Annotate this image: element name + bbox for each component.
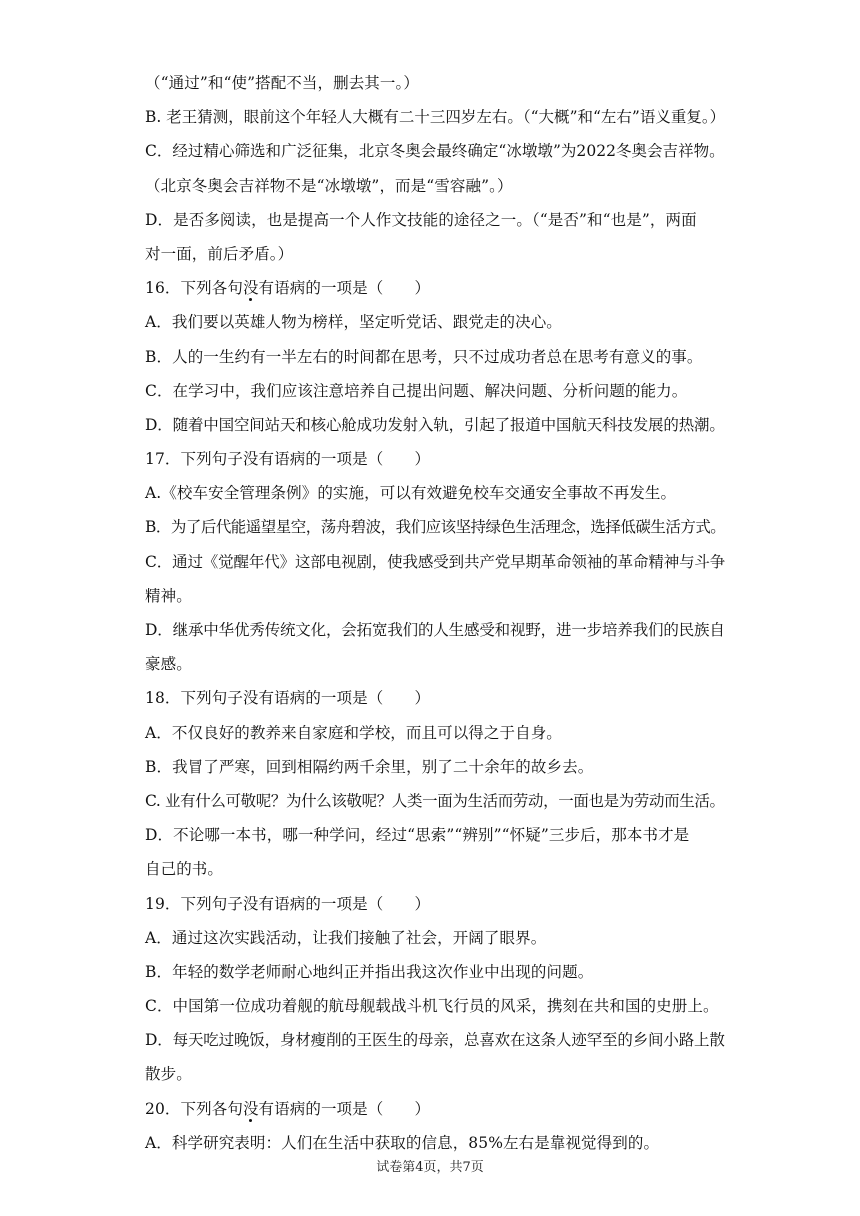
option-line: D．随着中国空间站天和核心舱成功发射入轨，引起了报道中国航天科技发展的热潮。 xyxy=(145,415,725,434)
option-line: A．不仅良好的教养来自家庭和学校，而且可以得之于自身。 xyxy=(145,723,562,742)
option-line: C. 业有什么可敬呢？为什么该敬呢？人类一面为生活而劳动，一面也是为劳动而生活。 xyxy=(145,791,725,810)
option-line: A．通过这次实践活动，让我们接触了社会，开阔了眼界。 xyxy=(145,928,547,947)
question-17-stem: 17．下列句子没有语病的一项是（ ） xyxy=(145,450,431,469)
option-line: A．我们要以英雄人物为榜样，坚定听党话、跟党走的决心。 xyxy=(145,313,562,332)
option-line: A.《校车安全管理条例》的实施，可以有效避免校车交通安全事故不再发生。 xyxy=(145,484,677,503)
answer-note-line: B. 老王猜测，眼前这个年轻人大概有二十三四岁左右。（“大概”和“左右”语义重复。） xyxy=(145,108,726,127)
question-20-stem: 20．下列各句没有语病的一项是（ ） xyxy=(145,1092,725,1126)
option-line: 散步。 xyxy=(145,1065,192,1084)
option-line: B．年轻的数学老师耐心地纠正并指出我这次作业中出现的问题。 xyxy=(145,962,594,981)
answer-note-line: （北京冬奥会吉祥物不是“冰墩墩”，而是“雪容融”。） xyxy=(145,176,513,195)
option-line: 精神。 xyxy=(145,586,192,605)
page-footer: 试卷第4页，共7页 xyxy=(376,1160,484,1175)
question-19-stem: 19．下列句子没有语病的一项是（ ） xyxy=(145,894,431,913)
answer-note-line: （“通过”和“使”搭配不当，删去其一。） xyxy=(145,74,419,92)
emphasis-dot: 没 xyxy=(243,1092,259,1126)
answer-note-line: C．经过精心筛选和广泛征集，北京冬奥会最终确定“冰墩墩”为2022冬奥会吉祥物。 xyxy=(145,142,725,161)
option-line: D．继承中华优秀传统文化，会拓宽我们的人生感受和视野，进一步培养我们的民族自 xyxy=(145,621,725,639)
option-line: A．科学研究表明：人们在生活中获取的信息，85%左右是靠视觉得到的。 xyxy=(145,1133,660,1152)
option-line: B．人的一生约有一半左右的时间都在思考，只不过成功者总在思考有意义的事。 xyxy=(145,347,703,366)
option-line: 自己的书。 xyxy=(145,860,224,879)
option-line: D．不论哪一本书，哪一种学问，经过“思索”“辨别”“怀疑”三步后，那本书才是 xyxy=(145,826,690,845)
option-line: C．在学习中，我们应该注意培养自己提出问题、解决问题、分析问题的能力。 xyxy=(145,381,688,400)
emphasis-dot: 没 xyxy=(243,271,259,305)
option-line: D．每天吃过晚饭，身材瘦削的王医生的母亲，总喜欢在这条人迹罕至的乡间小路上散 xyxy=(145,1031,725,1050)
option-line: 豪感。 xyxy=(145,655,192,674)
answer-note-line: 对一面，前后矛盾。） xyxy=(145,244,294,263)
option-line: B．为了后代能遥望星空，荡舟碧波，我们应该坚持绿色生活理念，选择低碳生活方式。 xyxy=(145,518,726,537)
answer-note-line: D．是否多阅读，也是提高一个人作文技能的途径之一。（“是否”和“也是”，两面 xyxy=(145,210,697,229)
question-16-stem: 16．下列各句没有语病的一项是（ ） xyxy=(145,271,725,305)
option-line: C．通过《觉醒年代》这部电视剧，使我感受到共产党早期革命领袖的革命精神与斗争 xyxy=(145,552,726,571)
exam-page-body xyxy=(145,66,725,1160)
option-line: C．中国第一位成功着舰的航母舰载战斗机飞行员的风采，携刻在共和国的史册上。 xyxy=(145,997,719,1016)
question-18-stem: 18．下列句子没有语病的一项是（ ） xyxy=(145,689,431,708)
option-line: B．我冒了严寒，回到相隔约两千余里，别了二十余年的故乡去。 xyxy=(145,757,594,776)
